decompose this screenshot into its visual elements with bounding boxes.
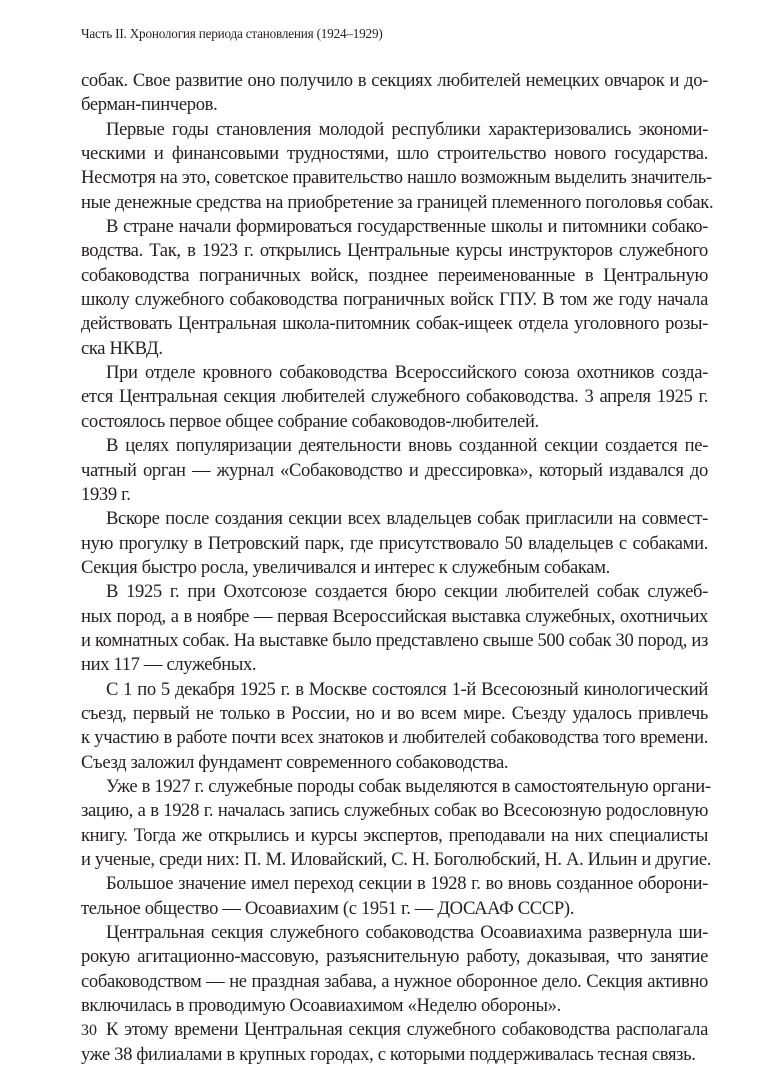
text-line: Центральная секция служебного собаководства Осоавиахима развернула ши- xyxy=(106,922,708,944)
text-line: ные денежные средства на приобретение за границей племенного поголовья собак. xyxy=(81,191,714,213)
text-line: школу служебного собаководства пограничных войск ГПУ. В том же году начала xyxy=(81,289,708,311)
text-line: С 1 по 5 декабря 1925 г. в Москве состоялся 1-й Всесоюзный кинологический xyxy=(106,678,708,700)
text-line: водства. Так, в 1923 г. открылись Центральные курсы инструкторов служебного xyxy=(81,240,708,262)
text-line: зацию, а в 1928 г. началась запись служебных собак во Всесоюзную родословную xyxy=(81,800,708,822)
text-line: В 1925 г. при Охотсоюзе создается бюро секции любителей собак служеб- xyxy=(106,581,708,603)
text-line: них 117 — служебных. xyxy=(81,654,257,676)
text-line: Секция быстро росла, увеличивался и интерес к служебным собакам. xyxy=(81,556,610,578)
text-line: собаководством — не праздная забава, а нужное оборонное дело. Секция активно xyxy=(81,970,708,992)
text-line: собак. Свое развитие оно получило в секциях любителей немецких овчарок и до- xyxy=(81,70,708,91)
text-line: В целях популяризации деятельности вновь созданной секции создается пе- xyxy=(106,435,708,457)
text-line: съезд, первый не только в России, но и во всем мире. Съезду удалось привлечь xyxy=(81,702,708,724)
text-line: книгу. Тогда же открылись и курсы экспертов, преподавали на них специалисты xyxy=(81,824,708,846)
text-line: и ученые, среди них: П. М. Иловайский, С. Н. Боголюбский, Н. А. Ильин и другие. xyxy=(81,849,712,870)
text-line: Вскоре после создания секции всех владельцев собак пригласили на совмест- xyxy=(106,508,708,530)
text-line: Несмотря на это, советское правительство нашло возможным выделить значитель- xyxy=(81,167,712,189)
text-line: ется Центральная секция любителей служебного собаководства. 3 апреля 1925 г. xyxy=(81,386,708,408)
running-head: Часть II. Хронология периода становления (1924–1929) xyxy=(81,26,383,41)
text-line: к участию в работе почти всех знатоков и любителей собаководства того времени. xyxy=(81,727,708,749)
text-line: рокую агитационно-массовую, разъяснительную работу, доказывая, что занятие xyxy=(81,946,708,968)
text-line: 1939 г. xyxy=(81,483,131,505)
page-number: 30 xyxy=(81,1022,97,1039)
text-line: ска НКВД. xyxy=(81,337,163,359)
text-line: ную прогулку в Петровский парк, где присутствовало 50 владельцев с собаками. xyxy=(81,532,708,554)
body-text xyxy=(81,69,714,1067)
text-line: собаководства пограничных войск, позднее переименованные в Центральную xyxy=(81,264,708,286)
text-line: ных пород, а в ноябре — первая Всероссийская выставка служебных, охотничьих xyxy=(81,605,708,627)
text-line: В стране начали формироваться государственные школы и питомники собако- xyxy=(106,216,708,238)
text-line: состоялось первое общее собрание собаководов-любителей. xyxy=(81,410,539,432)
text-line: включилась в проводимую Осоавиахимом «Неделю обороны». xyxy=(81,995,561,1017)
text-line: К этому времени Центральная секция служебного собаководства располагала xyxy=(106,1019,708,1041)
text-line: берман-пинчеров. xyxy=(81,94,218,116)
text-line: Съезд заложил фундамент современного собаководства. xyxy=(81,751,509,773)
text-line: При отделе кровного собаководства Всероссийского союза охотников созда- xyxy=(106,362,708,384)
text-line: чатный орган — журнал «Собаководство и дрессировка», который издавался до xyxy=(81,459,708,481)
text-line: ческими и финансовыми трудностями, шло строительство нового государства. xyxy=(81,143,708,165)
text-line: уже 38 филиалами в крупных городах, с которыми поддерживалась тесная связь. xyxy=(81,1043,696,1065)
text-line: Первые годы становления молодой республики характеризовались экономи- xyxy=(106,118,708,140)
text-line: тельное общество — Осоавиахим (с 1951 г. — ДОСААФ СССР). xyxy=(81,897,575,919)
text-line: действовать Центральная школа-питомник собак-ищеек отдела уголовного розы- xyxy=(81,313,708,335)
text-line: Уже в 1927 г. служебные породы собак выделяются в самостоятельную органи- xyxy=(106,775,711,797)
text-line: и комнатных собак. На выставке было представлено свыше 500 собак 30 пород, из xyxy=(81,629,708,651)
text-line: Большое значение имел переход секции в 1928 г. во вновь созданное оборони- xyxy=(106,873,708,895)
